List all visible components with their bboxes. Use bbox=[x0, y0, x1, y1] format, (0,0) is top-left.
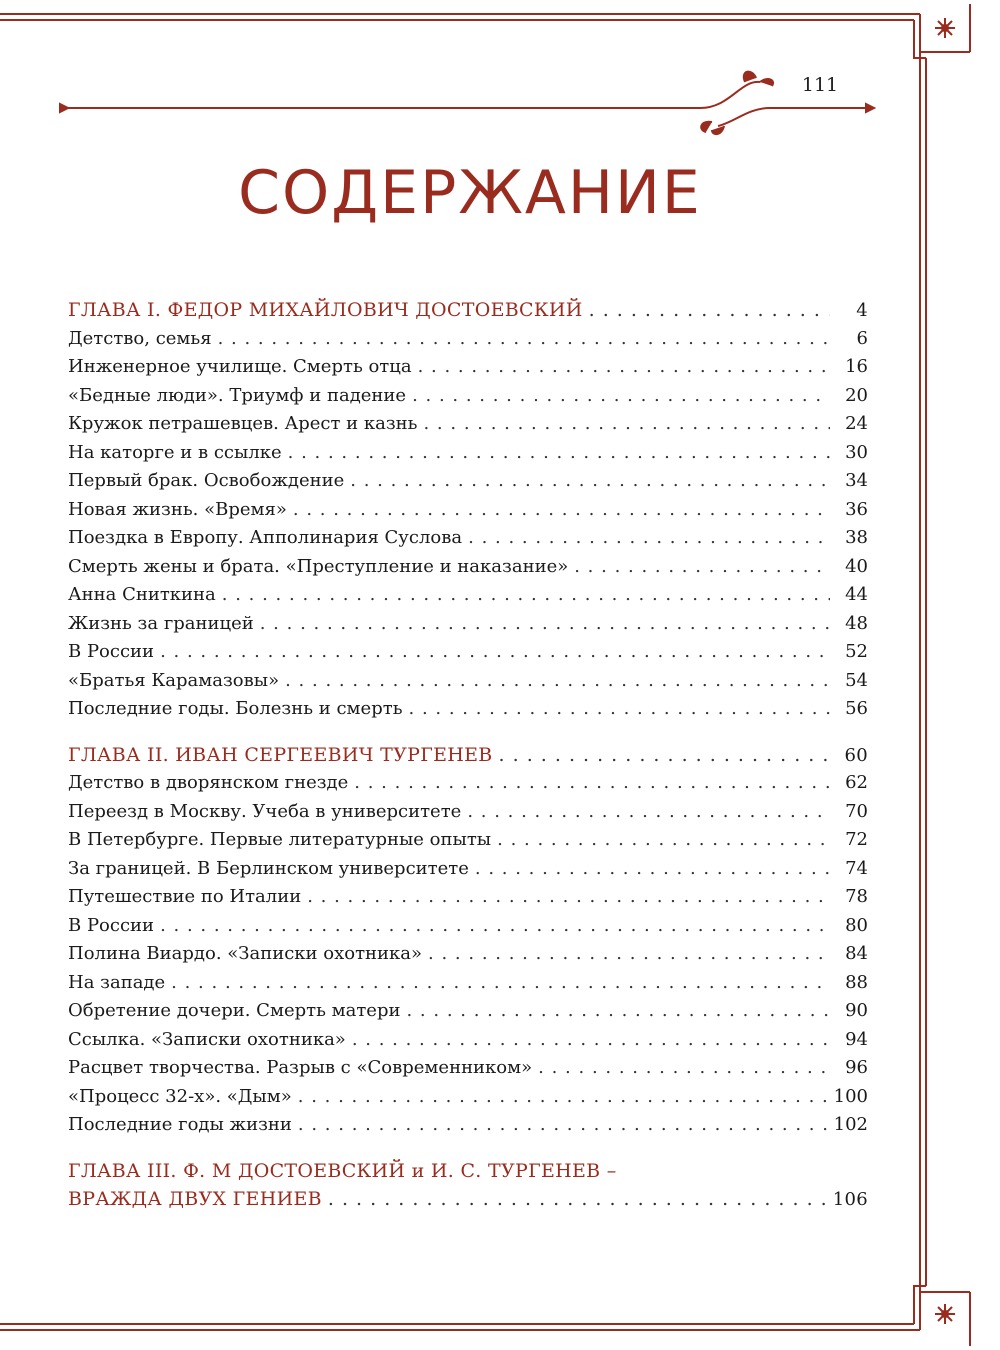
snowflake-ornament-icon bbox=[935, 18, 955, 38]
leader-dots bbox=[293, 496, 830, 525]
entry-page: 74 bbox=[845, 857, 868, 879]
entry-title: Расцвет творчества. Разрыв с «Современником» bbox=[68, 1057, 533, 1078]
toc-entry[interactable] bbox=[68, 410, 868, 439]
page-number: 111 bbox=[801, 74, 839, 96]
entry-page: 52 bbox=[845, 641, 868, 662]
leader-dots bbox=[499, 741, 830, 770]
toc-entry[interactable] bbox=[68, 826, 868, 855]
chapter-title-line1[interactable]: ГЛАВА III. Ф. М ДОСТОЕВСКИЙ и И. С. ТУРГЕНЕВ – bbox=[68, 1159, 617, 1182]
leader-dots bbox=[423, 410, 830, 439]
toc-entry[interactable] bbox=[68, 496, 868, 525]
toc-entry[interactable] bbox=[68, 1054, 868, 1083]
toc-entry[interactable] bbox=[68, 969, 868, 998]
entry-title: Смерть жены и брата. «Преступление и наказание» bbox=[68, 555, 569, 577]
entry-page: 70 bbox=[845, 800, 868, 822]
entry-title: Кружок петрашевцев. Арест и казнь bbox=[68, 413, 418, 434]
leader-dots bbox=[468, 524, 830, 553]
leader-dots bbox=[574, 553, 830, 582]
entry-title: Новая жизнь. «Время» bbox=[68, 498, 287, 520]
table-of-contents bbox=[68, 296, 868, 1231]
entry-title: На западе bbox=[68, 971, 166, 993]
toc-entry[interactable] bbox=[68, 883, 868, 912]
entry-page: 44 bbox=[845, 584, 868, 605]
entry-title: В России bbox=[68, 914, 155, 936]
toc-entry[interactable] bbox=[68, 325, 868, 354]
entry-page: 100 bbox=[833, 1085, 868, 1107]
leader-dots bbox=[171, 969, 830, 998]
toc-entry[interactable] bbox=[68, 467, 868, 496]
toc-entry[interactable] bbox=[68, 553, 868, 582]
toc-entry[interactable] bbox=[68, 912, 868, 941]
entry-title: В Петербурге. Первые литературные опыты bbox=[68, 829, 492, 850]
entry-title: Полина Виардо. «Записки охотника» bbox=[68, 943, 423, 964]
leader-dots bbox=[222, 581, 830, 610]
toc-entry[interactable] bbox=[68, 1083, 868, 1112]
leader-dots bbox=[285, 667, 830, 696]
leader-dots bbox=[328, 1185, 827, 1214]
leader-dots bbox=[160, 912, 830, 941]
entry-page: 36 bbox=[845, 498, 868, 520]
leader-dots bbox=[497, 826, 830, 855]
entry-page: 48 bbox=[845, 612, 868, 634]
entry-title: За границей. В Берлинском университете bbox=[68, 857, 469, 879]
toc-entry[interactable] bbox=[68, 638, 868, 667]
entry-title: Первый брак. Освобождение bbox=[68, 470, 345, 491]
entry-title: Жизнь за границей bbox=[68, 612, 254, 634]
snowflake-ornament-icon bbox=[935, 1304, 955, 1324]
page-title: СОДЕРЖАНИЕ bbox=[238, 158, 702, 228]
entry-title: «Процесс 32-х». «Дым» bbox=[68, 1085, 292, 1107]
leader-dots bbox=[350, 467, 830, 496]
leader-dots bbox=[406, 997, 830, 1026]
leader-dots bbox=[409, 695, 831, 724]
toc-entry[interactable] bbox=[68, 581, 868, 610]
leader-dots bbox=[160, 638, 830, 667]
sprig-flourish-icon bbox=[60, 72, 874, 134]
leader-dots bbox=[307, 883, 830, 912]
toc-entry[interactable] bbox=[68, 997, 868, 1026]
entry-page: 6 bbox=[856, 327, 868, 349]
chapter-page: 4 bbox=[856, 300, 868, 321]
entry-title: Переезд в Москву. Учеба в университете bbox=[68, 800, 462, 822]
entry-page: 38 bbox=[845, 527, 868, 548]
entry-page: 94 bbox=[845, 1028, 868, 1050]
entry-page: 24 bbox=[845, 413, 868, 434]
leader-dots bbox=[218, 325, 830, 354]
entry-title: «Бедные люди». Триумф и падение bbox=[68, 384, 407, 406]
entry-page: 56 bbox=[845, 698, 868, 719]
chapter-3 bbox=[68, 1157, 868, 1214]
entry-page: 90 bbox=[845, 1000, 868, 1021]
chapter-heading[interactable] bbox=[68, 741, 868, 770]
toc-entry[interactable] bbox=[68, 695, 868, 724]
leader-dots bbox=[428, 940, 830, 969]
entry-page: 72 bbox=[845, 829, 868, 850]
entry-page: 30 bbox=[845, 441, 868, 463]
toc-entry[interactable] bbox=[68, 667, 868, 696]
chapter-page: 60 bbox=[844, 744, 868, 766]
leader-dots bbox=[538, 1054, 830, 1083]
toc-entry[interactable] bbox=[68, 769, 868, 798]
toc-entry[interactable] bbox=[68, 610, 868, 639]
entry-page: 20 bbox=[845, 384, 868, 406]
chapter-heading[interactable] bbox=[68, 296, 868, 325]
leader-dots bbox=[354, 769, 830, 798]
leader-dots bbox=[418, 353, 830, 382]
entry-title: Последние годы жизни bbox=[68, 1114, 292, 1135]
chapter-title: ВРАЖДА ДВУХ ГЕНИЕВ bbox=[68, 1188, 322, 1210]
leader-dots bbox=[298, 1111, 828, 1140]
leader-dots bbox=[475, 855, 830, 884]
entry-page: 34 bbox=[845, 470, 868, 491]
entry-title: Обретение дочери. Смерть матери bbox=[68, 1000, 401, 1021]
entry-title: «Братья Карамазовы» bbox=[68, 669, 280, 691]
entry-title: Детство, семья bbox=[68, 327, 212, 349]
entry-page: 96 bbox=[845, 1057, 868, 1078]
entry-page: 78 bbox=[845, 886, 868, 907]
entry-page: 40 bbox=[845, 555, 868, 577]
leader-dots bbox=[352, 1026, 830, 1055]
entry-title: Путешествие по Италии bbox=[68, 886, 302, 907]
leader-dots bbox=[260, 610, 830, 639]
entry-page: 80 bbox=[845, 914, 868, 936]
entry-title: Анна Сниткина bbox=[68, 584, 216, 605]
entry-title: Поездка в Европу. Апполинария Суслова bbox=[68, 527, 463, 548]
entry-page: 16 bbox=[845, 356, 868, 377]
entry-title: Ссылка. «Записки охотника» bbox=[68, 1028, 346, 1050]
chapter-title: ГЛАВА I. ФЕДОР МИХАЙЛОВИЧ ДОСТОЕВСКИЙ bbox=[68, 299, 583, 321]
chapter-1 bbox=[68, 296, 868, 724]
toc-entry[interactable] bbox=[68, 353, 868, 382]
chapter-heading[interactable] bbox=[68, 1185, 868, 1214]
leader-dots bbox=[412, 382, 830, 411]
entry-title: Инженерное училище. Смерть отца bbox=[68, 356, 412, 377]
entry-page: 84 bbox=[845, 943, 868, 964]
chapter-page: 106 bbox=[832, 1189, 868, 1210]
entry-page: 54 bbox=[845, 669, 868, 691]
chapter-title: ГЛАВА II. ИВАН СЕРГЕЕВИЧ ТУРГЕНЕВ bbox=[68, 743, 493, 766]
toc-entry[interactable] bbox=[68, 382, 868, 411]
toc-entry[interactable] bbox=[68, 1111, 868, 1140]
toc-entry[interactable] bbox=[68, 439, 868, 468]
entry-page: 102 bbox=[833, 1114, 868, 1135]
toc-entry[interactable] bbox=[68, 940, 868, 969]
leader-dots bbox=[467, 798, 830, 827]
chapter-2 bbox=[68, 741, 868, 1140]
toc-entry[interactable] bbox=[68, 798, 868, 827]
leader-dots bbox=[288, 439, 830, 468]
entry-page: 88 bbox=[845, 971, 868, 993]
toc-entry[interactable] bbox=[68, 1026, 868, 1055]
entry-page: 62 bbox=[845, 772, 868, 793]
toc-entry[interactable] bbox=[68, 855, 868, 884]
leader-dots bbox=[298, 1083, 828, 1112]
entry-title: На каторге и в ссылке bbox=[68, 441, 282, 463]
entry-title: В России bbox=[68, 641, 155, 662]
entry-title: Детство в дворянском гнезде bbox=[68, 772, 349, 793]
entry-title: Последние годы. Болезнь и смерть bbox=[68, 698, 403, 719]
leader-dots bbox=[589, 296, 830, 325]
toc-entry[interactable] bbox=[68, 524, 868, 553]
